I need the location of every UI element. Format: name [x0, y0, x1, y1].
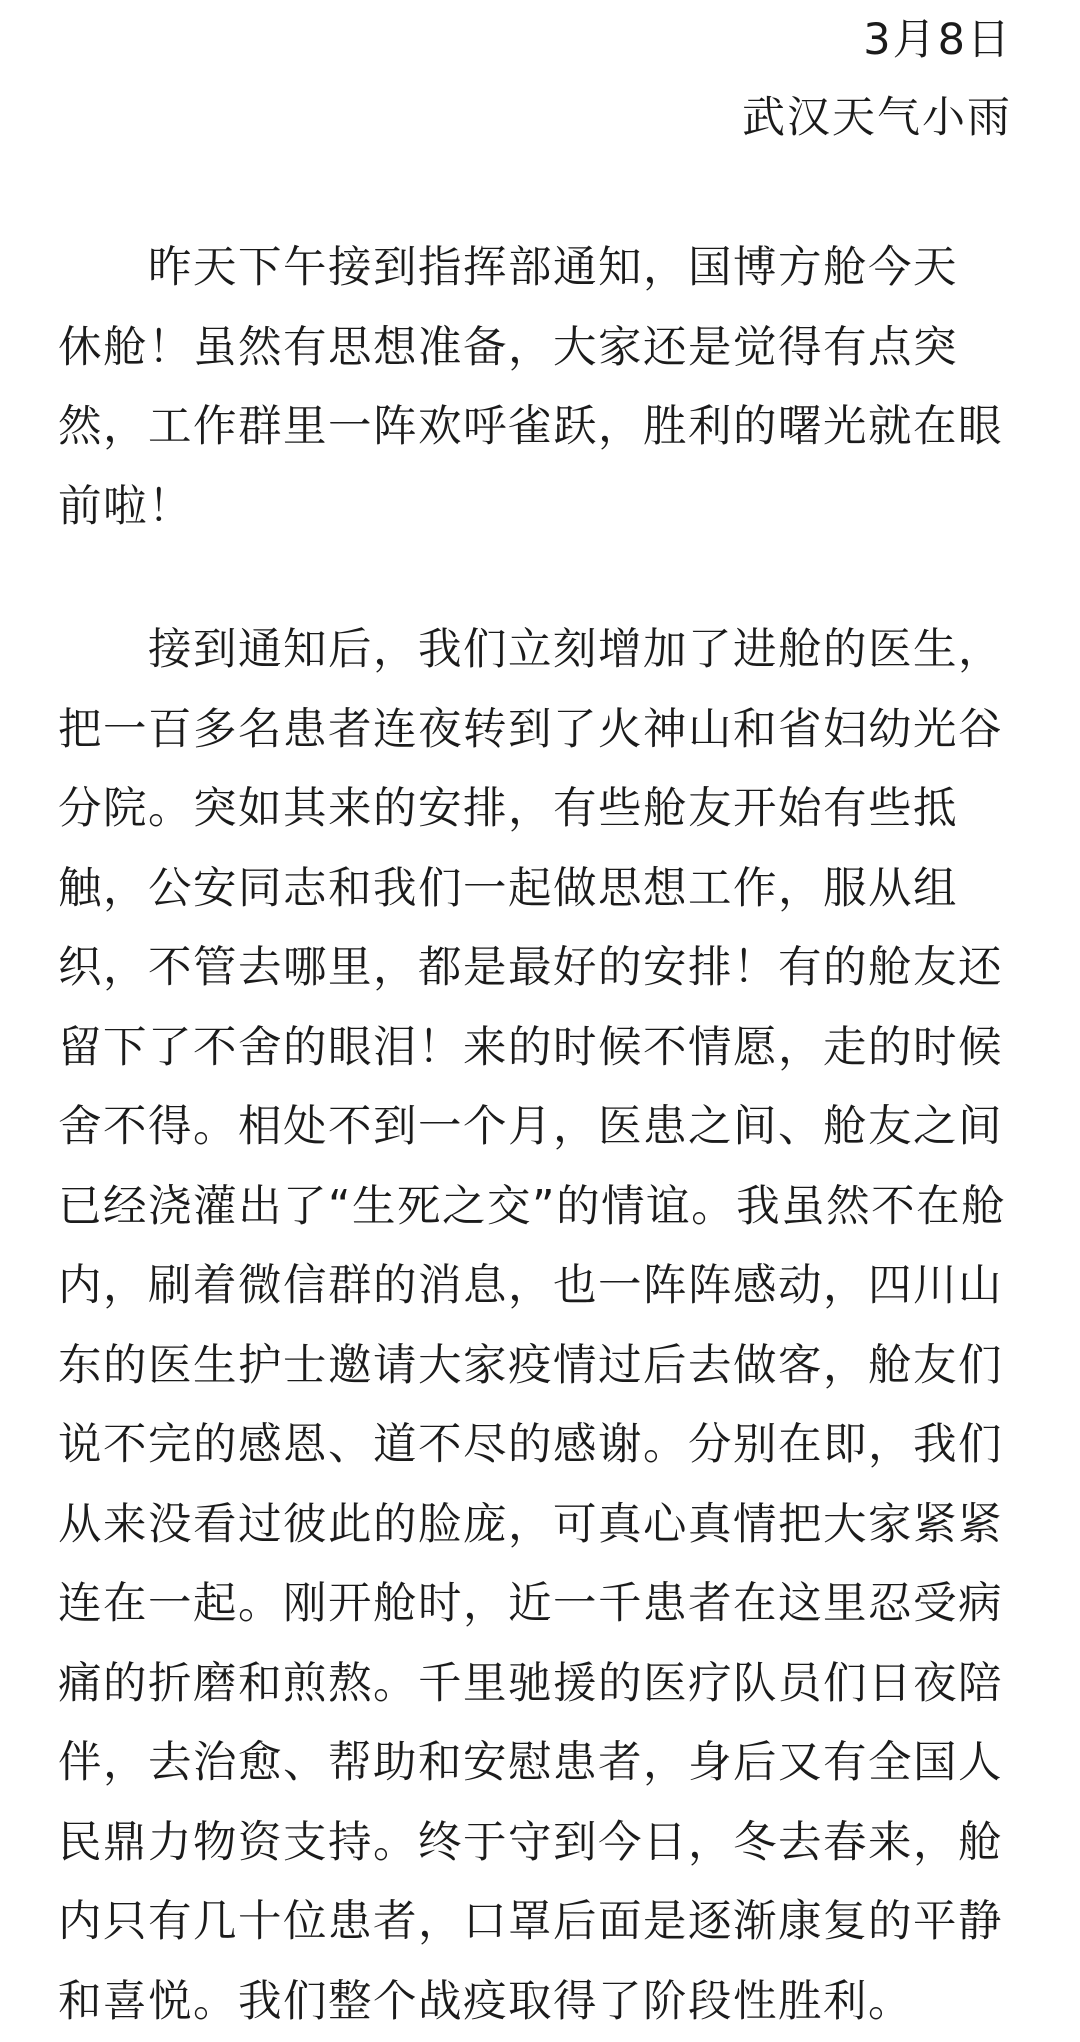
paragraph-line: 已经浇灌出了“生死之交”的情谊。我虽然不在舱 — [58, 1168, 1028, 1248]
paragraph-line: 留下了不舍的眼泪！来的时候不情愿，走的时候 — [58, 1009, 1028, 1089]
weather-heading: 武汉天气小雨 — [742, 88, 1012, 148]
paragraph-line: 前啦！ — [58, 468, 1028, 548]
paragraph-line: 说不完的感恩、道不尽的感谢。分别在即，我们 — [58, 1406, 1028, 1486]
paragraph-2 — [58, 611, 1028, 2042]
paragraph-line: 把一百多名患者连夜转到了火神山和省妇幼光谷 — [58, 691, 1028, 771]
paragraph-1 — [58, 229, 1028, 547]
paragraph-line: 和喜悦。我们整个战疫取得了阶段性胜利。 — [58, 1963, 1028, 2042]
paragraph-line: 内只有几十位患者，口罩后面是逐渐康复的平静 — [58, 1883, 1028, 1963]
paragraph-line: 东的医生护士邀请大家疫情过后去做客，舱友们 — [58, 1327, 1028, 1407]
paragraph-line: 内，刷着微信群的消息，也一阵阵感动，四川山 — [58, 1247, 1028, 1327]
paragraph-line: 织，不管去哪里，都是最好的安排！有的舱友还 — [58, 929, 1028, 1009]
paragraph-line: 昨天下午接到指挥部通知，国博方舱今天 — [58, 229, 1028, 309]
paragraph-line: 然，工作群里一阵欢呼雀跃，胜利的曙光就在眼 — [58, 388, 1028, 468]
paragraph-line: 分院。突如其来的安排，有些舱友开始有些抵 — [58, 770, 1028, 850]
paragraph-line: 连在一起。刚开舱时，近一千患者在这里忍受病 — [58, 1565, 1028, 1645]
paragraph-line: 从来没看过彼此的脸庞，可真心真情把大家紧紧 — [58, 1486, 1028, 1566]
paragraph-line: 痛的折磨和煎熬。千里驰援的医疗队员们日夜陪 — [58, 1645, 1028, 1725]
paragraph-line: 舍不得。相处不到一个月，医患之间、舱友之间 — [58, 1088, 1028, 1168]
paragraph-line: 伴，去治愈、帮助和安慰患者，身后又有全国人 — [58, 1724, 1028, 1804]
paragraph-line: 接到通知后，我们立刻增加了进舱的医生， — [58, 611, 1028, 691]
paragraph-line: 触，公安同志和我们一起做思想工作，服从组 — [58, 850, 1028, 930]
date-heading: 3月8日 — [863, 10, 1012, 70]
paragraph-line: 民鼎力物资支持。终于守到今日，冬去春来，舱 — [58, 1804, 1028, 1884]
paragraph-line: 休舱！虽然有思想准备，大家还是觉得有点突 — [58, 309, 1028, 389]
